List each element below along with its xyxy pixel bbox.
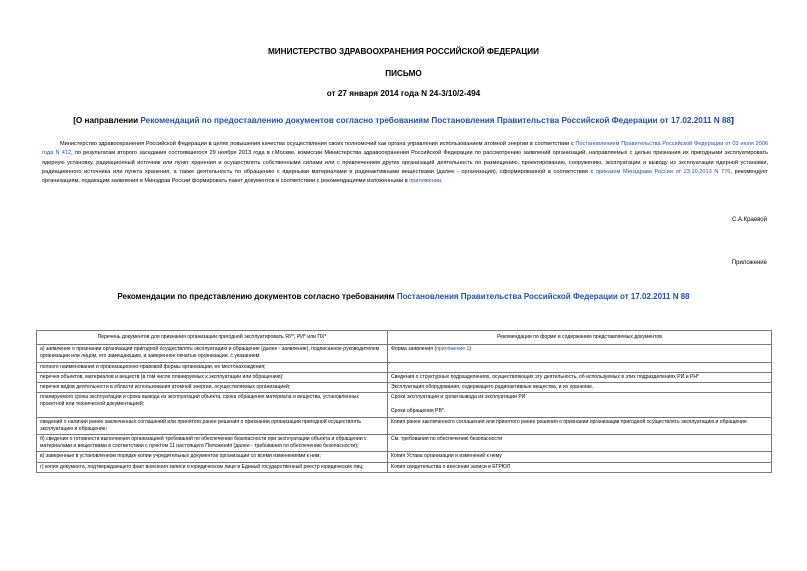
table-row — [37, 362, 772, 372]
resolution-88-link[interactable]: Постановления Правительства Российской Федерации от 17.02.2011 N 88 — [396, 292, 690, 301]
subject-suffix: ] — [731, 116, 734, 125]
table-cell-document: перечня видов деятельности в области использования атомной энергии, осуществляемых организацией; — [37, 383, 388, 393]
table-cell-document: в) заверенные в установленном порядке копии учредительных документов организации со всеми изменениями к ним; — [37, 452, 388, 462]
table-header-recommendations: Рекомендации по форме и содержанию представляемых документов — [388, 331, 772, 345]
body-text-part: . — [441, 178, 443, 185]
cell-text: Форма заявления ( — [391, 346, 437, 353]
recommendations-title-prefix: Рекомендации по представлению документов согласно требованиям — [117, 292, 397, 301]
body-text-part: Министерство здравоохранения Российской Федерации в целях повышения качества осуществления своих полномочий как органа управления использованием атомной энергии в соответствии с — [60, 141, 576, 147]
document-type: ПИСЬМО — [385, 69, 422, 78]
table-header-row — [37, 331, 772, 345]
table-row — [37, 452, 772, 462]
ministry-heading: МИНИСТЕРСТВО ЗДРАВООХРАНЕНИЯ РОССИЙСКОЙ ФЕДЕРАЦИИ — [267, 47, 540, 56]
appendix-1-link[interactable]: приложение 1 — [436, 346, 470, 353]
table-cell-recommendation: Сведения о структурных подразделениях, осуществляющих эту деятельность, об используемых в этих подразделениях РИ и РН* — [388, 372, 772, 382]
table-cell-recommendation — [388, 393, 772, 417]
appendix-label: Приложение — [731, 260, 767, 266]
body-text-part: , по результатам второго заседания состоявшегося 29 ноября 2013 года в г.Москве, комиссии Министерства здравоохранения Российской Федерации по рассмотрению заявлений организаций, направляемых с целью признания их пригодными эксплуатировать ядерную установку, радиационный источник или пункт хранения и осуществлять собственными силами или с привлечением других организаций деятельность по размещению, проектированию, сооружению, эксплуатации и выводу из эксплуатации ядерной установки, радиационного источника или пункта хранения, а также деятельность по обращению с ядерными материалами и радиоактивными веществами (далее - организация), сформированной в соответствии с — [42, 150, 768, 175]
table-cell-document: сведений о наличии ранее заключенных соглашений или принятого ранее решения о признании организации пригодной осуществлять эксплуатацию и обращение; — [37, 417, 388, 434]
table-cell-document: б) сведения о готовности выполнения организацией требований по обеспечению безопасности при эксплуатации объекта и обращении с материалами и веществами в соответствии с пунктом 11 настоящего Положения (далее - требования по обеспечению безопасности); — [37, 435, 388, 452]
table-cell-document: полного наименования и организационно-правовой формы организации, ее местонахождения; — [37, 362, 388, 372]
table-row — [37, 372, 772, 382]
document-date-number: от 27 января 2014 года N 24-3/10/2-494 — [326, 89, 481, 98]
table-cell-document: планируемого срока эксплуатации и срока вывода из эксплуатации объекта, срока обращения материала и вещества, установленных проектной или технической документацией; — [37, 393, 388, 417]
table-cell-document: г) копия документа, подтверждающего факт внесения записи о юридическом лице в Единый государственный реестр юридических лиц; — [37, 462, 388, 472]
table-cell-document: перечня объектов, материалов и веществ (в том числе планируемых к эксплуатации или обращению); — [37, 372, 388, 382]
order-776-link[interactable]: приказом Минздрава России от 23.10.2013 N 776 — [596, 168, 731, 175]
table-cell-recommendation: Копия ранее заключенного соглашения или принятого ранее решения о признании организации пригодной осуществлять эксплуатацию и обращение. — [388, 417, 772, 434]
documents-table — [36, 330, 772, 473]
document-subject — [0, 116, 807, 125]
subject-link[interactable]: Рекомендаций по предоставлению документов согласно требованиям Постановления Правительства Российской Федерации от 17.02.2011 N 88 — [140, 116, 732, 125]
body-text-part: , рекомендует организациям, подающим заявления в Минздрав России формировать пакет документов в соответствии с рекомендациями изложенными в — [42, 168, 768, 185]
table-row — [37, 393, 772, 417]
table-row — [37, 345, 772, 362]
table-cell-recommendation: См. требования по обеспечению безопасности — [388, 435, 772, 452]
appendix-link[interactable]: приложении — [409, 178, 442, 185]
table-row — [37, 435, 772, 452]
table-cell-recommendation — [388, 345, 772, 362]
signature: С.А.Краевой — [732, 217, 767, 223]
letter-body — [42, 140, 768, 186]
table-header-documents: Перечень документов для признания организации пригодной эксплуатировать ЯУ*, РИ* или ПХ* — [37, 331, 388, 345]
table-row — [37, 383, 772, 393]
table-cell-recommendation — [388, 362, 772, 372]
cell-text: Сроки эксплуатации и сроки вывода из эксплуатации РИ. — [391, 394, 527, 401]
cell-text: ) — [469, 346, 472, 353]
table-cell-recommendation: Копия свидетельства о внесении записи в ЕГРЮЛ — [388, 462, 772, 472]
recommendations-title — [0, 292, 807, 301]
table-cell-document: а) заявление о признании организации пригодной осуществлять эксплуатацию и обращение (далее - заявление), подписанное руководителем организации или лицом, его замещающим, и заверенное печатью организации, с указанием: — [37, 345, 388, 362]
table-cell-recommendation: Копия Устава организации и изменений к нему — [388, 452, 772, 462]
table-row — [37, 417, 772, 434]
cell-text: Сроки обращения РВ*. — [391, 408, 446, 415]
table-cell-recommendation: Эксплуатация оборудования, содержащего радиоактивные вещества, и их хранение. — [388, 383, 772, 393]
table-row — [37, 462, 772, 472]
resolution-412-link[interactable]: Постановлением Правительства Российской Федерации от 03 июля 2006 года N 412 — [42, 141, 768, 157]
subject-prefix: [О направлении — [73, 116, 141, 125]
